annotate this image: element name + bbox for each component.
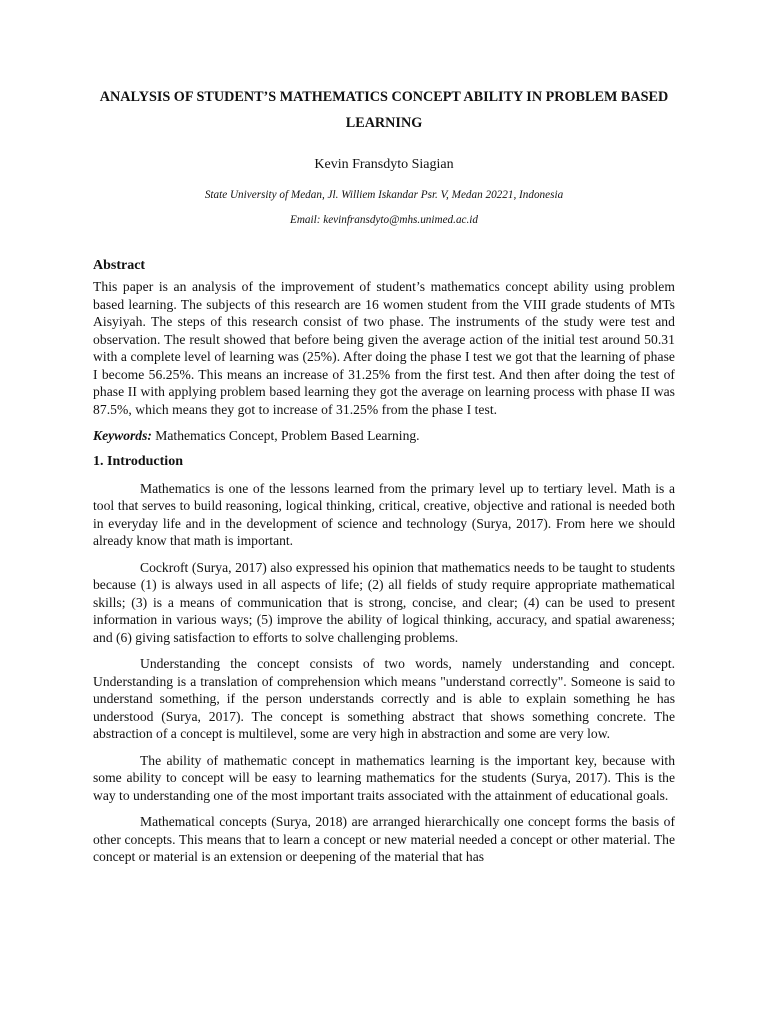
intro-paragraph: The ability of mathematic concept in mathematics learning is the important key, because with some ability to concept will be easy to learning mathematics for the students (Surya, 2017). This is the way to understanding one of the most important traits associated with the attainment of educational goals. <box>93 752 675 803</box>
abstract-heading: Abstract <box>93 258 146 273</box>
paper-page <box>93 84 675 866</box>
author-affiliation: State University of Medan, Jl. Williem Iskandar Psr. V, Medan 20221, Indonesia <box>204 189 564 201</box>
keywords-label: Keywords: <box>93 428 152 443</box>
author-email: Email: kevinfransdyto@mhs.unimed.ac.id <box>289 214 478 226</box>
abstract-text: This paper is an analysis of the improvement of student’s mathematics concept ability using problem based learning. The subjects of this research are 16 women student from the VIII grade students of MTs Aisyiyah. The steps of this research consist of two phase. The instruments of the study were test and observation. The result showed that before being given the average action of the initial test around 50.31 with a complete level of learning was (25%). After doing the phase I test we got that the learning of phase I become 56.25%. This means an increase of 31.25% from the first test. And then after doing the test of phase II with applying problem based learning they got the average on learning process with phase II was 87.5%, which means they got to increase of 31.25% from the phase I test. <box>93 279 675 417</box>
intro-paragraph: Mathematics is one of the lessons learned from the primary level up to tertiary level. Math is a tool that serves to build reasoning, logical thinking, critical, creative, objective and rational is needed both in everyday life and in the development of science and technology (Surya, 2017). From here we should already know that math is important. <box>93 480 675 548</box>
keywords <box>93 427 675 445</box>
author-name: Kevin Fransdyto Siagian <box>314 157 454 172</box>
keywords-text: Mathematics Concept, Problem Based Learning. <box>151 428 420 443</box>
intro-paragraph: Mathematical concepts (Surya, 2018) are arranged hierarchically one concept forms the basis of other concepts. This means that to learn a concept or new material needed a concept or other material. The concept or material is an extension or deepening of the material that has <box>93 814 675 864</box>
section-heading-introduction: 1. Introduction <box>93 453 183 469</box>
paper-title: ANALYSIS OF STUDENT’S MATHEMATICS CONCEPT ABILITY IN PROBLEM BASED LEARNING <box>99 89 669 131</box>
intro-paragraph: Cockroft (Surya, 2017) also expressed his opinion that mathematics needs to be taught to students because (1) is always used in all aspects of life; (2) all fields of study require appropriate mathematical skills; (3) is a means of communication that is strong, concise, and clear; (4) can be used to present information in various ways; (5) improve the ability of logical thinking, accuracy, and spatial awareness; and (6) giving satisfaction to efforts to solve challenging problems. <box>93 559 675 645</box>
intro-paragraph: Understanding the concept consists of two words, namely understanding and concept. Understanding is a translation of comprehension which means "understand correctly". Someone is said to understand something, if the person understands correctly and is able to explain something he has understood (Surya, 2017). The concept is something abstract that shows something concrete. The abstraction of a concept is multilevel, some are very high in abstraction and some are very low. <box>93 656 675 741</box>
